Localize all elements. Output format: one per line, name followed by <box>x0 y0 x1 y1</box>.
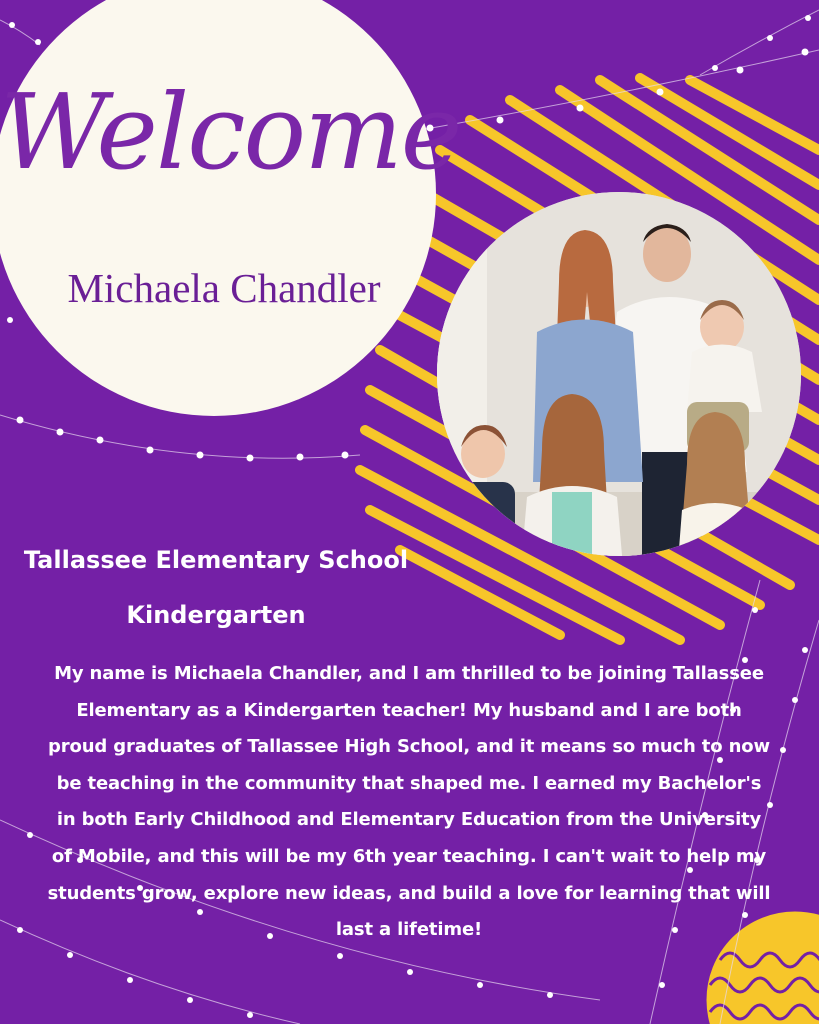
teacher-bio: My name is Michaela Chandler, and I am thrilled to be joining Tallassee Elementary as a Kindergarten teacher! My husband and I are both proud graduates of Tallassee High School, and it means so much to now be teaching in the community that shaped me. I earned my Bachelor's in both Early Childhood and Elementary Education from the University of Mobile, and this will be my 6th year teaching. I can't wait to help my students grow, explore new ideas, and build a love for learning that will last a lifetime! <box>47 663 771 941</box>
family-photo-illustration <box>437 192 801 556</box>
welcome-heading: Welcome <box>0 71 461 193</box>
family-photo <box>437 192 801 556</box>
school-name: Tallassee Elementary School <box>23 546 409 574</box>
teacher-name: Michaela Chandler <box>67 265 381 311</box>
grade-level: Kindergarten <box>126 601 306 629</box>
